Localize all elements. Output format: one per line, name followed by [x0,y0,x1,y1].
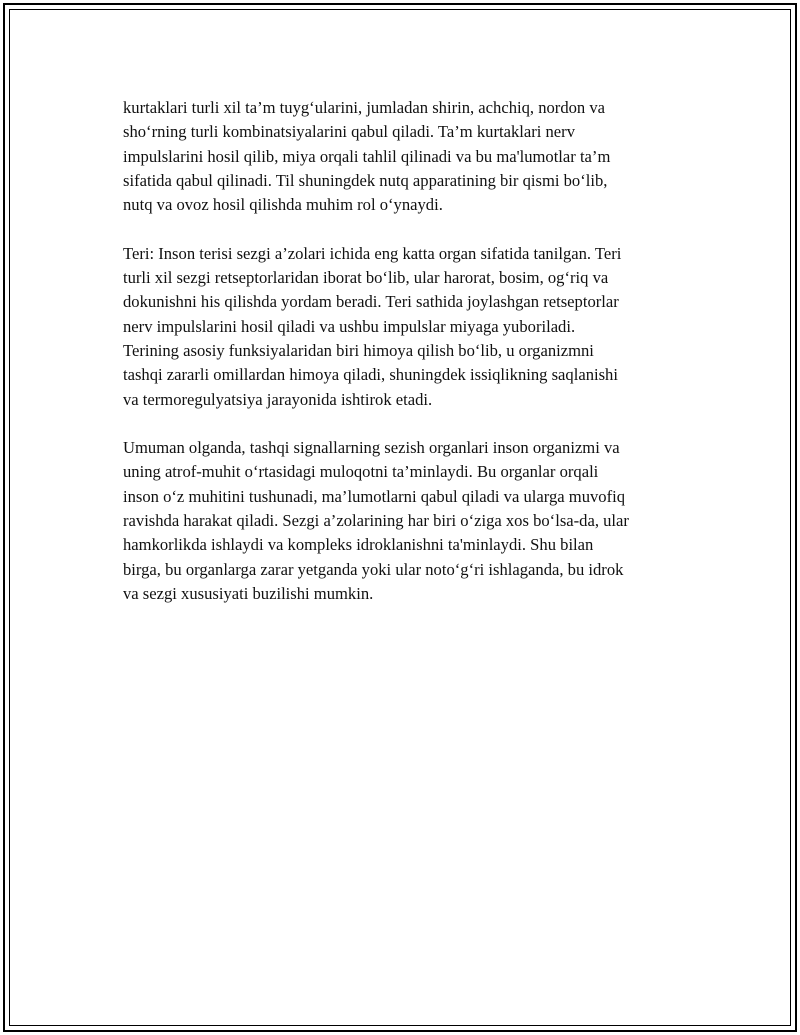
text-line: tashqi zararli omillardan himoya qiladi, shuningdek issiqlikning saqlanishi [123,365,618,385]
text-line: dokunishni his qilishda yordam beradi. Teri sathida joylashgan retseptorlar [123,292,619,312]
text-line: sho‘rning turli kombinatsiyalarini qabul qiladi. Ta’m kurtaklari nerv [123,122,575,142]
text-line: va sezgi xususiyati buzilishi mumkin. [123,583,374,603]
text-line: kurtaklari turli xil ta’m tuyg‘ularini, jumladan shirin, achchiq, nordon va [123,98,606,117]
text-line: impulslarini hosil qilib, miya orqali tahlil qilinadi va bu ma'lumotlar ta’m [123,146,611,166]
text-line: nerv impulslarini hosil qiladi va ushbu impulslar miyaga yuboriladi. [123,316,576,336]
paragraph-taste-buds [123,96,698,217]
text-line: Umuman olganda, tashqi signallarning sezish organlari inson organizmi va [123,438,620,458]
document-body [123,96,698,631]
paragraph-skin [123,242,698,412]
text-line: va termoregulyatsiya jarayonida ishtirok etadi. [123,389,433,409]
document-page [3,3,797,1032]
text-line: hamkorlikda ishlaydi va kompleks idroklanishni ta'minlaydi. Shu bilan [123,535,594,555]
text-line: ravishda harakat qiladi. Sezgi a’zolarining har biri o‘ziga xos bo‘lsa-da, ular [123,511,629,531]
text-line: nutq va ovoz hosil qilishda muhim rol o‘ynaydi. [123,195,443,215]
text-line: uning atrof-muhit o‘rtasidagi muloqotni ta’minlaydi. Bu organlar orqali [123,462,599,482]
paragraph-conclusion [123,436,698,606]
text-line: turli xil sezgi retseptorlaridan iborat bo‘lib, ular harorat, bosim, og‘riq va [123,268,609,288]
text-line: Terining asosiy funksiyalaridan biri himoya qilish bo‘lib, u organizmni [123,340,594,360]
text-line: sifatida qabul qilinadi. Til shuningdek nutq apparatining bir qismi bo‘lib, [123,170,608,190]
text-line: Teri: Inson terisi sezgi a’zolari ichida eng katta organ sifatida tanilgan. Teri [123,243,622,263]
text-line: inson o‘z muhitini tushunadi, ma’lumotlarni qabul qiladi va ularga muvofiq [123,486,626,506]
text-line: birga, bu organlarga zarar yetganda yoki ular noto‘g‘ri ishlaganda, bu idrok [123,559,624,579]
